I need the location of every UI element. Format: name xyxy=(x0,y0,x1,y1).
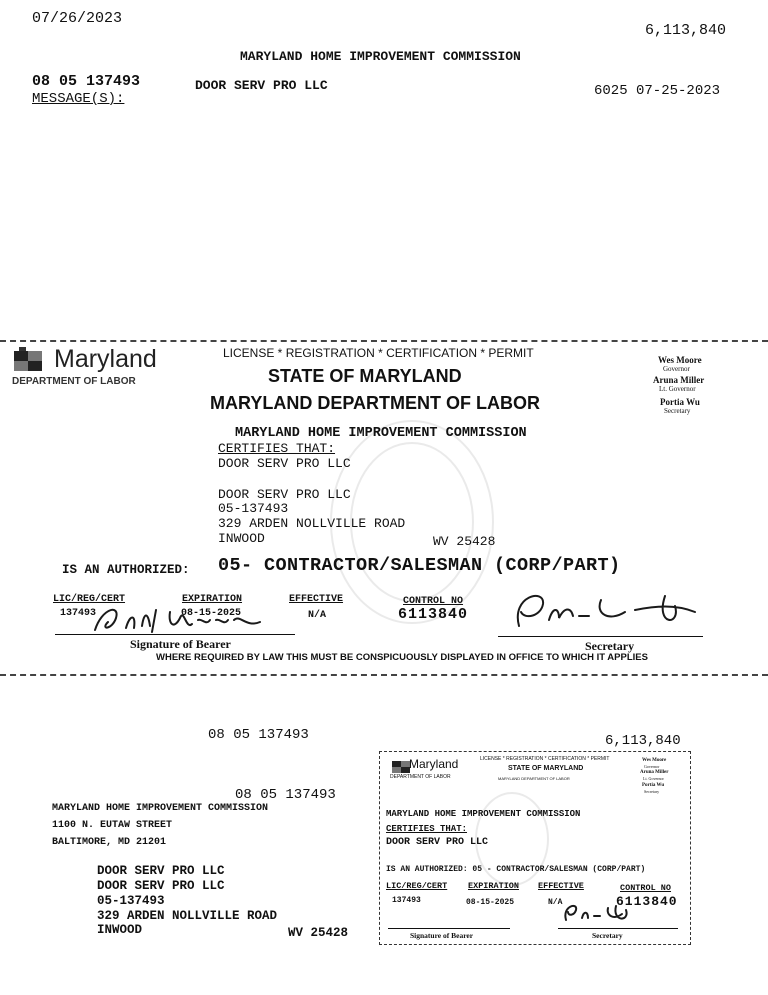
col-effective: EFFECTIVE xyxy=(289,594,344,605)
card-official-1-title: Governor xyxy=(644,764,660,769)
card-certifies: CERTIFIES THAT: xyxy=(386,824,468,834)
col-control-no: CONTROL NO xyxy=(403,596,464,607)
license-header-line: LICENSE * REGISTRATION * CERTIFICATION * PERMIT xyxy=(223,346,534,360)
card-official-3-title: Secretary xyxy=(644,789,660,794)
mailer-id-mid: 08 05 137493 xyxy=(235,787,336,803)
license-department: MARYLAND DEPARTMENT OF LABOR xyxy=(210,393,540,413)
licensee-state-zip: WV 25428 xyxy=(433,534,496,549)
card-val-lic: 137493 xyxy=(392,896,421,905)
card-official-2-title: Lt. Governor xyxy=(643,776,664,781)
card-flag-logo-icon xyxy=(392,759,410,773)
val-lic-reg-cert: 137493 xyxy=(60,608,97,619)
license-commission: MARYLAND HOME IMPROVEMENT COMMISSION xyxy=(235,426,527,441)
val-control-no: 6113840 xyxy=(398,606,469,623)
card-authorized: IS AN AUTHORIZED: 05 - CONTRACTOR/SALESMAN (CORP/PART) xyxy=(386,865,646,874)
card-col-eff: EFFECTIVE xyxy=(538,881,584,891)
card-val-exp: 08-15-2025 xyxy=(466,898,515,907)
top-title: MARYLAND HOME IMPROVEMENT COMMISSION xyxy=(240,49,521,64)
top-company: DOOR SERV PRO LLC xyxy=(195,78,328,93)
card-department: MARYLAND DEPARTMENT OF LABOR xyxy=(498,776,570,781)
card-logo-text: Maryland xyxy=(409,757,459,771)
licensee-name-2: DOOR SERV PRO LLC xyxy=(218,487,351,502)
wallet-card xyxy=(379,751,691,945)
top-ref: 6025 07-25-2023 xyxy=(594,83,721,99)
secretary-signature-icon xyxy=(505,586,705,636)
certifies-label: CERTIFIES THAT: xyxy=(218,441,336,456)
recipient-line-5: INWOOD xyxy=(97,923,143,937)
cut-line-top xyxy=(0,340,768,342)
card-official-2: Aruna Miller xyxy=(640,770,669,775)
card-commission: MARYLAND HOME IMPROVEMENT COMMISSION xyxy=(386,809,581,819)
recipient-line-1: DOOR SERV PRO LLC xyxy=(97,864,225,878)
licensee-street: 329 ARDEN NOLLVILLE ROAD xyxy=(218,516,406,531)
sender-street: 1100 N. EUTAW STREET xyxy=(52,820,173,831)
card-val-eff: N/A xyxy=(548,898,563,907)
licensee-number: 05-137493 xyxy=(218,501,289,516)
recipient-line-3: 05-137493 xyxy=(97,894,165,908)
val-expiration: 08-15-2025 xyxy=(181,608,242,619)
bearer-signature-label: Signature of Bearer xyxy=(130,637,231,651)
recipient-line-2: DOOR SERV PRO LLC xyxy=(97,879,225,893)
licensee-name-1: DOOR SERV PRO LLC xyxy=(218,456,351,471)
top-id: 08 05 137493 xyxy=(32,73,141,90)
card-official-1: Wes Moore xyxy=(642,758,667,763)
maryland-flag-logo-icon xyxy=(14,345,54,373)
authorized-value: 05- CONTRACTOR/SALESMAN (CORP/PART) xyxy=(218,555,621,576)
card-bearer-line xyxy=(388,928,510,929)
col-expiration: EXPIRATION xyxy=(182,594,243,605)
top-number: 6,113,840 xyxy=(645,22,727,39)
official-3-name: Portia Wu xyxy=(660,397,700,407)
mailer-id-top: 08 05 137493 xyxy=(208,727,309,743)
official-1-name: Wes Moore xyxy=(658,355,702,365)
card-secretary-label: Secretary xyxy=(592,931,623,940)
bearer-signature-line xyxy=(55,634,295,635)
sender-name: MARYLAND HOME IMPROVEMENT COMMISSION xyxy=(52,803,269,814)
card-secretary-line xyxy=(558,928,678,929)
official-3-title: Secretary xyxy=(664,407,691,415)
card-official-3: Portia Wu xyxy=(642,783,665,788)
official-2-title: Lt. Governor xyxy=(659,385,696,393)
authorized-label: IS AN AUTHORIZED: xyxy=(62,563,190,577)
maryland-logo-text: Maryland xyxy=(54,345,157,373)
card-bearer-label: Signature of Bearer xyxy=(410,931,474,940)
card-secretary-signature-icon xyxy=(560,900,640,924)
official-1-title: Governor xyxy=(663,365,690,373)
print-date: 07/26/2023 xyxy=(32,10,123,27)
col-lic-reg-cert: LIC/REG/CERT xyxy=(53,594,126,605)
messages-label: MESSAGE(S): xyxy=(32,91,125,107)
logo-department: DEPARTMENT OF LABOR xyxy=(12,376,136,387)
license-state: STATE OF MARYLAND xyxy=(268,366,462,386)
display-requirement-footer: WHERE REQUIRED BY LAW THIS MUST BE CONSPICUOUSLY DISPLAYED IN OFFICE TO WHICH IT APPLIES xyxy=(156,652,648,663)
card-col-ctrl: CONTROL NO xyxy=(620,883,672,893)
card-state: STATE OF MARYLAND xyxy=(508,765,584,772)
cut-line-bottom xyxy=(0,674,768,676)
mailer-number: 6,113,840 xyxy=(605,733,681,749)
card-header-line: LICENSE * REGISTRATION * CERTIFICATION * PERMIT xyxy=(480,756,610,762)
card-licensee-name: DOOR SERV PRO LLC xyxy=(386,837,489,848)
secretary-signature-label: Secretary xyxy=(585,639,635,653)
val-effective: N/A xyxy=(308,610,327,621)
sender-city: BALTIMORE, MD 21201 xyxy=(52,837,167,848)
licensee-city: INWOOD xyxy=(218,531,265,546)
card-val-ctrl: 6113840 xyxy=(616,894,678,909)
card-col-exp: EXPIRATION xyxy=(468,881,520,891)
secretary-signature-line xyxy=(498,636,703,637)
card-logo-department: DEPARTMENT OF LABOR xyxy=(390,774,451,780)
recipient-state-zip: WV 25428 xyxy=(288,926,349,940)
card-col-lic: LIC/REG/CERT xyxy=(386,881,448,891)
recipient-line-4: 329 ARDEN NOLLVILLE ROAD xyxy=(97,909,278,923)
official-2-name: Aruna Miller xyxy=(653,375,705,385)
